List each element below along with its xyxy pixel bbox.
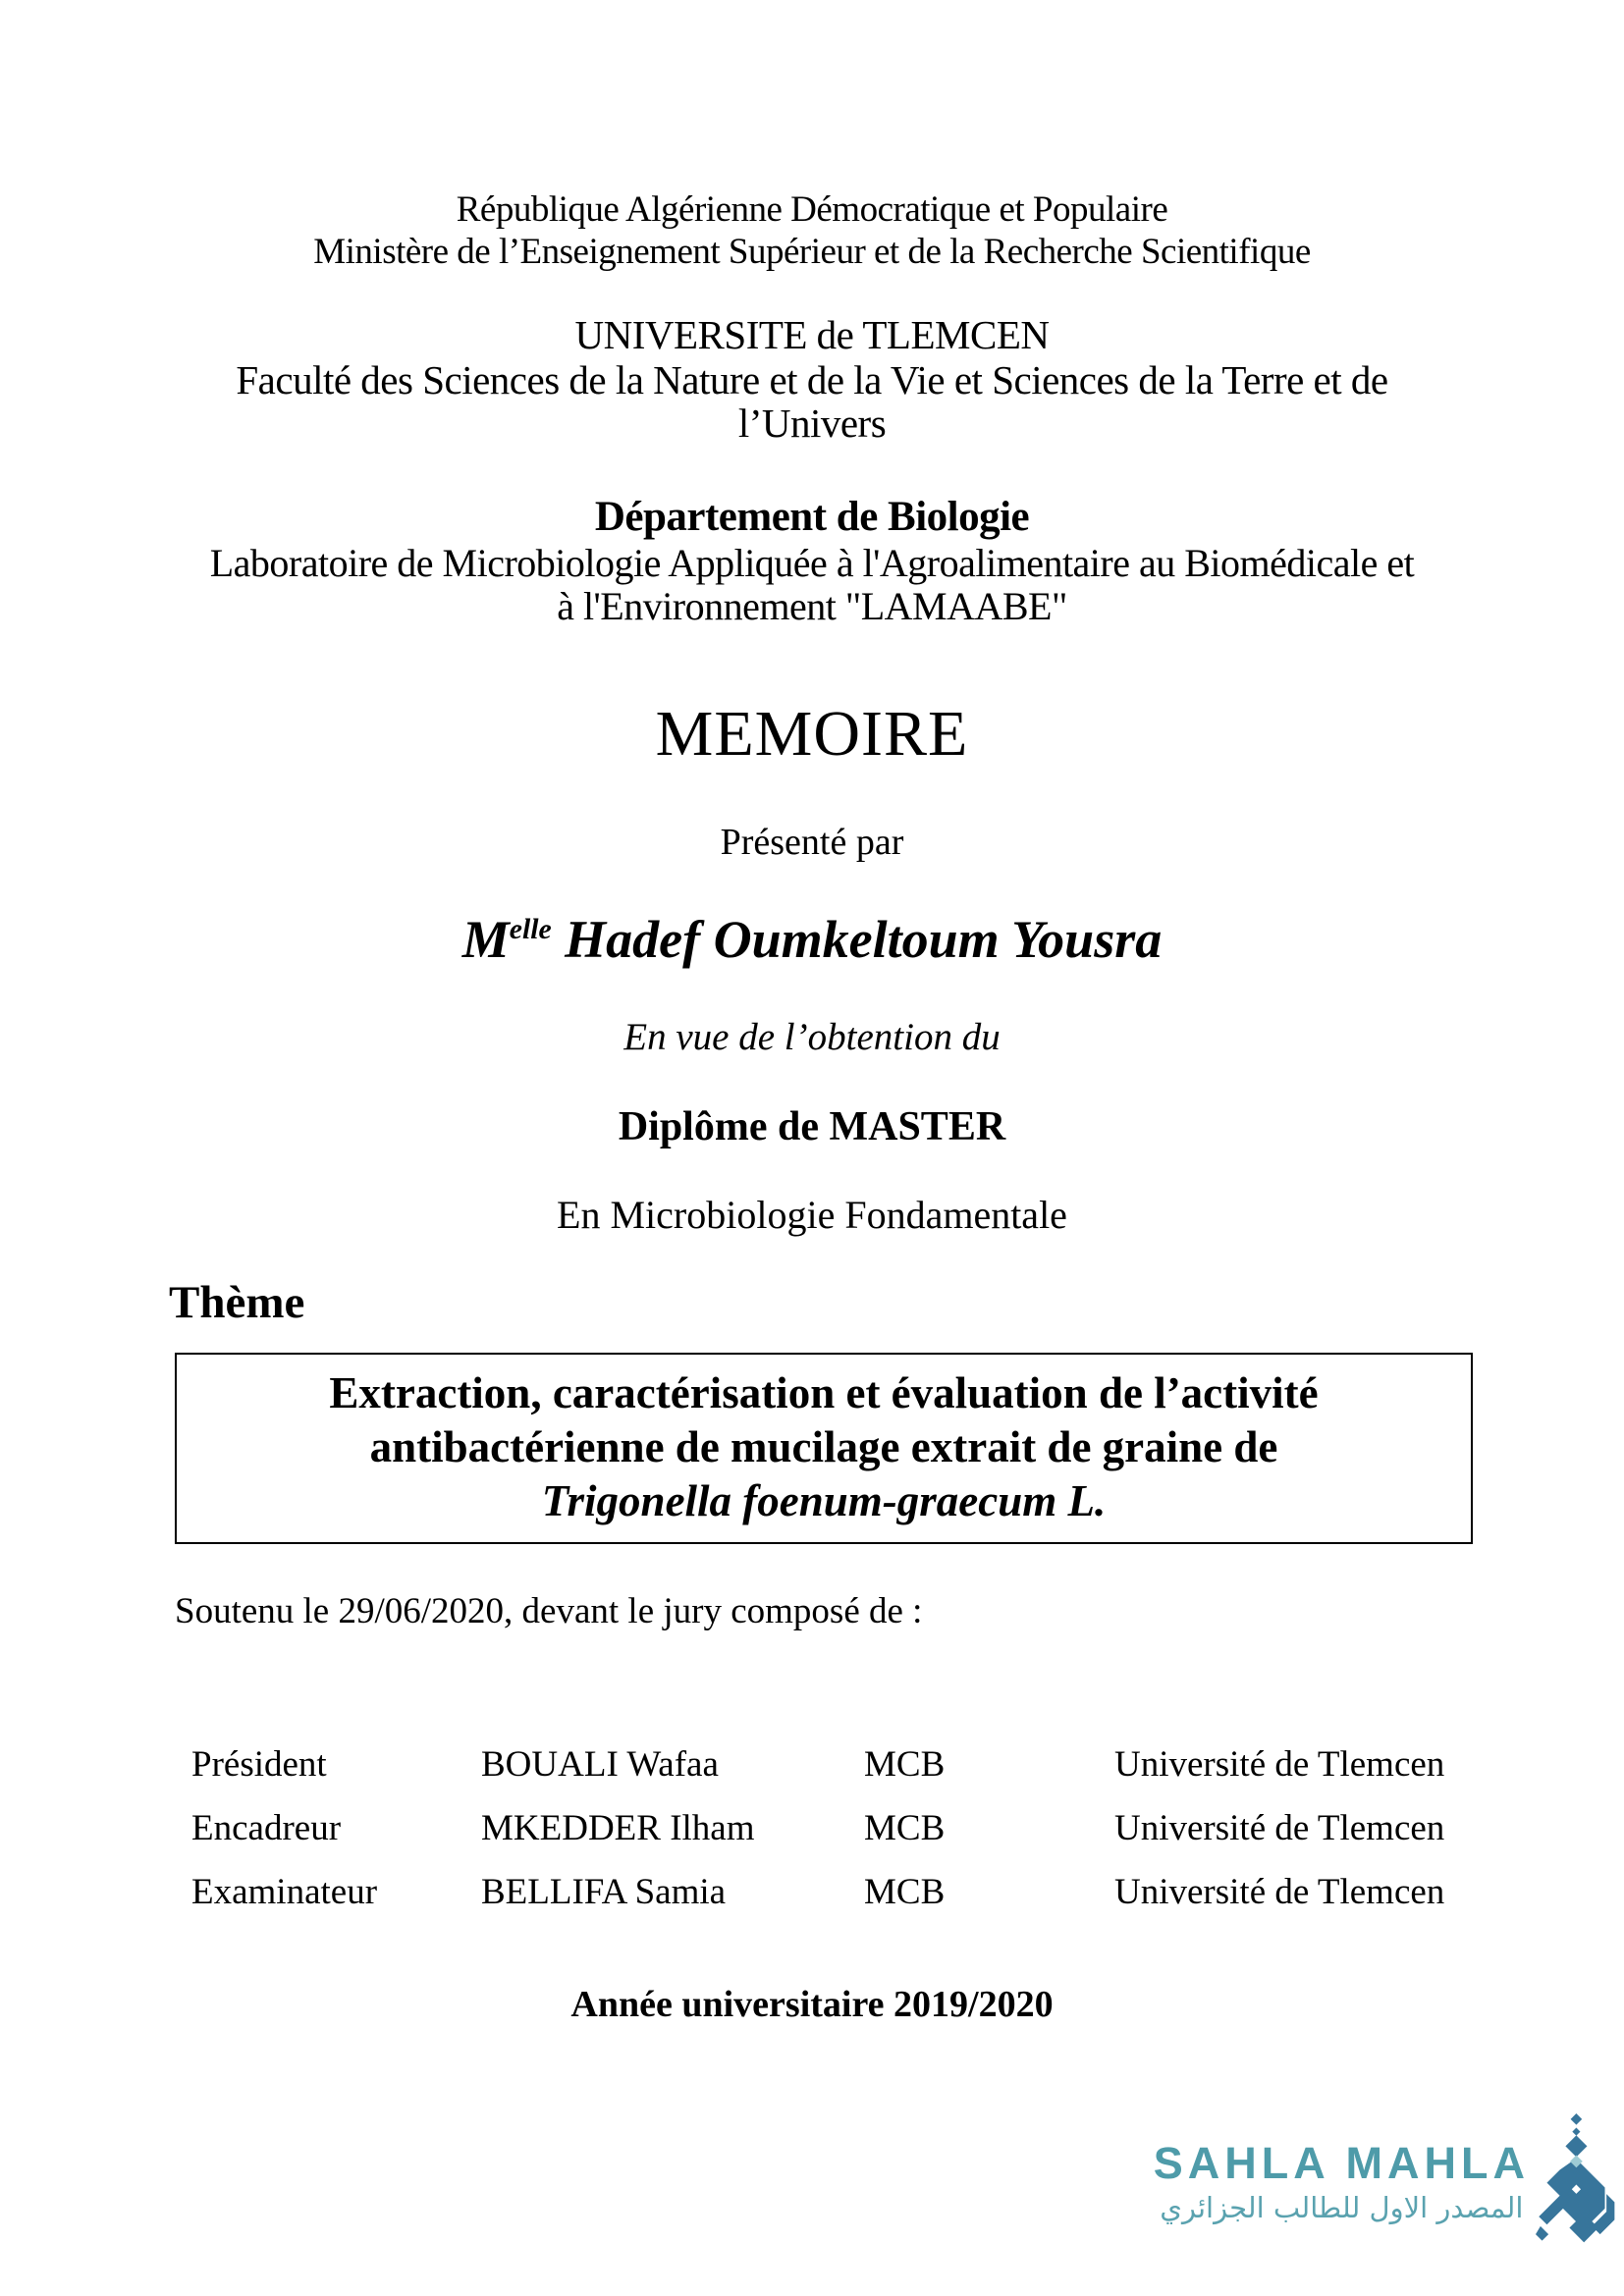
department-title: Département de Biologie xyxy=(594,494,1030,540)
presented-by-label: Présenté par xyxy=(720,822,904,863)
jury-grade: MCB xyxy=(864,1808,946,1848)
jury-row-president xyxy=(191,1743,1458,1807)
memoire-title: MEMOIRE xyxy=(655,698,969,770)
specialty-line: En Microbiologie Fondamentale xyxy=(557,1193,1067,1237)
academic-year: Année universitaire 2019/2020 xyxy=(570,1984,1054,2025)
jury-role: Président xyxy=(191,1744,327,1785)
faculty-line-2: l’Univers xyxy=(737,400,887,446)
theme-title-line-3: Trigonella foenum-graecum L. xyxy=(541,1476,1107,1525)
republic-line: République Algérienne Démocratique et Populaire xyxy=(456,189,1168,230)
author-name xyxy=(0,909,1624,970)
purpose-line: En vue de l’obtention du xyxy=(623,1016,1001,1058)
kufic-calligraphy-icon xyxy=(1536,2113,1616,2249)
author-fullname: Hadef Oumkeltoum Yousra xyxy=(551,910,1163,969)
jury-table xyxy=(191,1743,1458,1935)
jury-row-encadreur xyxy=(191,1807,1458,1871)
theme-heading: Thème xyxy=(169,1277,305,1328)
jury-role: Examinateur xyxy=(191,1872,378,1912)
jury-institution: Université de Tlemcen xyxy=(1114,1744,1445,1785)
sahla-mahla-watermark xyxy=(1137,2103,1616,2260)
watermark-brand-name: SAHLA MAHLA xyxy=(1153,2138,1530,2188)
faculty-line-1: Faculté des Sciences de la Nature et de la Vie et Sciences de la Terre et de xyxy=(236,357,1388,402)
author-title-prefix: M xyxy=(461,910,510,969)
jury-row-examinateur xyxy=(191,1871,1458,1935)
laboratory-line-1: Laboratoire de Microbiologie Appliquée à l'Agroalimentaire au Biomédicale et xyxy=(209,541,1415,585)
jury-grade: MCB xyxy=(864,1744,946,1785)
ministry-line: Ministère de l’Enseignement Supérieur et de la Recherche Scientifique xyxy=(313,232,1311,272)
theme-title-line-2: antibactérienne de mucilage extrait de graine de xyxy=(369,1422,1278,1471)
diploma-line: Diplôme de MASTER xyxy=(618,1104,1006,1149)
jury-member-name: MKEDDER Ilham xyxy=(481,1808,755,1848)
author-title-suffix: elle xyxy=(509,914,552,945)
jury-institution: Université de Tlemcen xyxy=(1114,1808,1445,1848)
laboratory-line-2: à l'Environnement "LAMAABE" xyxy=(557,584,1067,628)
jury-member-name: BELLIFA Samia xyxy=(481,1872,727,1912)
theme-box xyxy=(175,1353,1473,1544)
defense-intro: Soutenu le 29/06/2020, devant le jury composé de : xyxy=(175,1591,923,1631)
jury-role: Encadreur xyxy=(191,1808,342,1848)
watermark-arabic-tagline: المصدر الاول للطالب الجزائري xyxy=(1160,2191,1524,2224)
theme-title-line-1: Extraction, caractérisation et évaluation de l’activité xyxy=(329,1368,1319,1417)
university-name: UNIVERSITE de TLEMCEN xyxy=(574,312,1050,357)
watermark-text-block xyxy=(1154,2138,1530,2224)
jury-member-name: BOUALI Wafaa xyxy=(481,1744,719,1785)
jury-grade: MCB xyxy=(864,1872,946,1912)
jury-institution: Université de Tlemcen xyxy=(1114,1872,1445,1912)
